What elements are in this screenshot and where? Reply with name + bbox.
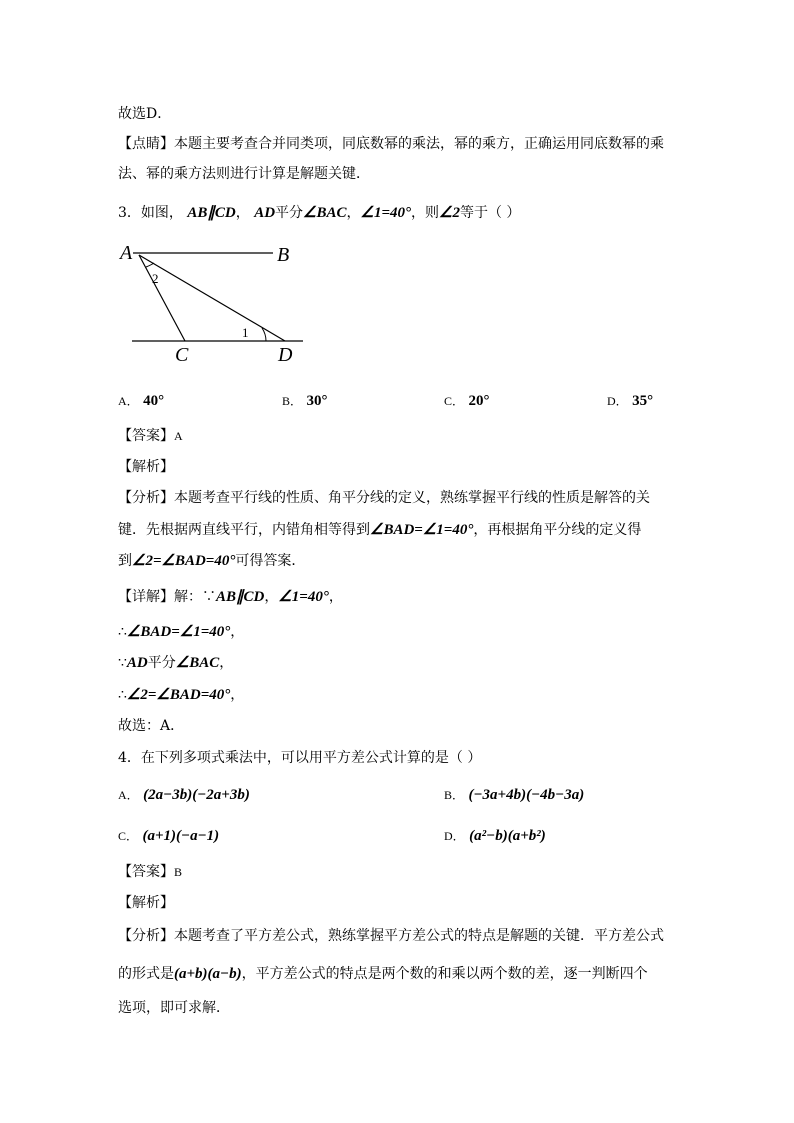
q4-option-c[interactable] [118, 826, 219, 846]
q3-stem [118, 203, 520, 223]
detail-text-3b: 平分 [147, 655, 176, 671]
q3-stem-text-6: 等于（ ） [459, 205, 521, 221]
q3-option-d[interactable] [607, 391, 653, 411]
q3-detail-line-4 [118, 685, 244, 705]
answer-tag: 【答案】 [118, 864, 174, 880]
fenxi-text-2a: 键．先根据两直线平行，内错角相等得到 [118, 522, 370, 538]
detail-text-1c: ， [328, 589, 343, 605]
fenxi-text-2a: 的形式是 [118, 966, 174, 982]
q3-option-c[interactable] [444, 391, 489, 411]
q4-fenxi-line-1 [118, 926, 664, 946]
angle-2-arc [146, 263, 154, 267]
q3-conclusion: 故选：A． [118, 718, 185, 734]
q3-math-3: ∠BAC [303, 205, 347, 221]
fenxi-text-3a: 到 [118, 553, 132, 569]
q3-option-d-letter: D． [607, 394, 628, 408]
q4-number: 4． [118, 750, 141, 766]
detail-text-3c: ， [219, 655, 234, 671]
prev-comment-line-2: 法、幂的乘方法则进行计算是解题关键． [118, 166, 370, 182]
q4-option-b-value: (−3a+4b)(−4b−3a) [468, 787, 585, 803]
q3-math-4: ∠1=40° [360, 205, 411, 221]
label-angle-1: 1 [242, 325, 249, 340]
answer-value: B [174, 865, 183, 879]
detail-text-4a: ∴ [118, 687, 127, 703]
q3-option-a-value: 40° [143, 393, 165, 409]
q3-number: 3． [118, 205, 141, 221]
q4-option-b[interactable] [444, 785, 584, 805]
q4-answer [118, 862, 182, 882]
detail-math-3: ∠BAD=∠1=40° [126, 624, 231, 640]
fenxi-math-1: ∠BAD=∠1=40° [370, 522, 474, 538]
q3-stem-text-3: 平分 [275, 205, 304, 221]
q3-option-b[interactable] [282, 391, 327, 411]
q3-option-a-letter: A． [118, 394, 139, 408]
prev-conclusion: 故选D． [118, 106, 172, 122]
label-a: A [120, 242, 133, 264]
fenxi-math-2: ∠2=∠BAD=40° [132, 553, 236, 569]
q3-option-d-value: 35° [632, 393, 654, 409]
q4-option-a[interactable] [118, 785, 250, 805]
detail-text-2a: ∴ [118, 624, 127, 640]
q3-option-b-letter: B． [282, 394, 303, 408]
q3-math-1: AB∥CD [187, 205, 236, 221]
fenxi-math-1: (a+b)(a−b) [174, 966, 242, 982]
q3-detail-line-3 [118, 653, 233, 673]
label-d: D [278, 344, 293, 366]
fenxi-text-2b: ，再根据角平分线的定义得 [473, 522, 642, 538]
q3-fenxi-line-1 [118, 488, 650, 508]
label-angle-2: 2 [152, 271, 159, 286]
label-c: C [175, 344, 189, 366]
q3-stem-text-2: ， [235, 205, 250, 221]
q3-figure [115, 236, 315, 366]
q4-option-b-letter: B． [444, 788, 465, 802]
q3-option-b-value: 30° [306, 393, 328, 409]
detail-text-1a: 解：∵ [174, 589, 216, 605]
detail-text-1b: ， [264, 589, 279, 605]
detail-text-3a: ∵ [118, 655, 127, 671]
detail-math-5: ∠BAC [175, 655, 220, 671]
q3-stem-text-5: ，则 [411, 205, 439, 221]
fenxi-tag: 【分析】 [118, 928, 174, 944]
detail-math-4: AD [126, 655, 148, 671]
q4-fenxi-line-2 [118, 964, 648, 984]
q3-math-2: AD [254, 205, 276, 221]
comment-text-1: 本题主要考查合并同类项，同底数幂的乘法，幂的乘方，正确运用同底数幂的乘 [174, 136, 664, 152]
q4-option-a-letter: A． [118, 788, 139, 802]
q4-option-d-letter: D． [444, 829, 465, 843]
q3-stem-text-1: 如图， [140, 205, 183, 221]
q3-fenxi-line-3 [118, 551, 305, 571]
q3-option-c-value: 20° [468, 393, 490, 409]
q3-math-5: ∠2 [439, 205, 460, 221]
q4-option-c-letter: C． [118, 829, 139, 843]
comment-tag: 【点睛】 [118, 136, 174, 152]
q4-fenxi-line-3: 选项，即可求解． [118, 1000, 230, 1016]
answer-tag: 【答案】 [118, 428, 174, 444]
q4-stem [118, 748, 481, 768]
q3-option-c-letter: C． [444, 394, 465, 408]
fenxi-text-3b: 可得答案． [235, 553, 306, 569]
detail-math-6: ∠2=∠BAD=40° [126, 687, 231, 703]
answer-value: A [174, 429, 183, 443]
q3-fenxi-line-2 [118, 520, 641, 540]
fenxi-tag: 【分析】 [118, 490, 174, 506]
segment-ad [139, 255, 285, 341]
q3-analysis-tag: 【解析】 [118, 459, 174, 475]
fenxi-text-2b: ，平方差公式的特点是两个数的和乘以两个数的差，逐一判断四个 [241, 966, 648, 982]
label-b: B [277, 244, 290, 266]
q3-detail-line-1 [118, 587, 343, 607]
q4-option-d[interactable] [444, 826, 546, 846]
detail-tag: 【详解】 [118, 589, 174, 605]
detail-math-2: ∠1=40° [278, 589, 329, 605]
fenxi-text-1: 本题考查了平方差公式，熟练掌握平方差公式的特点是解题的关键．平方差公式 [174, 928, 664, 944]
q4-option-c-value: (a+1)(−a−1) [142, 828, 220, 844]
prev-comment-line-1 [118, 134, 664, 154]
detail-text-2b: ， [230, 624, 245, 640]
q3-stem-text-4: ， [346, 205, 361, 221]
q4-analysis-tag: 【解析】 [118, 895, 174, 911]
q4-stem-text: 在下列多项式乘法中，可以用平方差公式计算的是（ ） [140, 750, 482, 766]
detail-text-4b: ， [230, 687, 245, 703]
q3-answer [118, 426, 183, 446]
fenxi-text-1: 本题考查平行线的性质、角平分线的定义，熟练掌握平行线的性质是解答的关 [174, 490, 650, 506]
q4-option-a-value: (2a−3b)(−2a+3b) [143, 787, 250, 803]
q4-option-d-value: (a²−b)(a+b²) [469, 828, 546, 844]
q3-option-a[interactable] [118, 391, 164, 411]
detail-math-1: AB∥CD [216, 589, 265, 605]
q3-detail-line-2 [118, 622, 244, 642]
